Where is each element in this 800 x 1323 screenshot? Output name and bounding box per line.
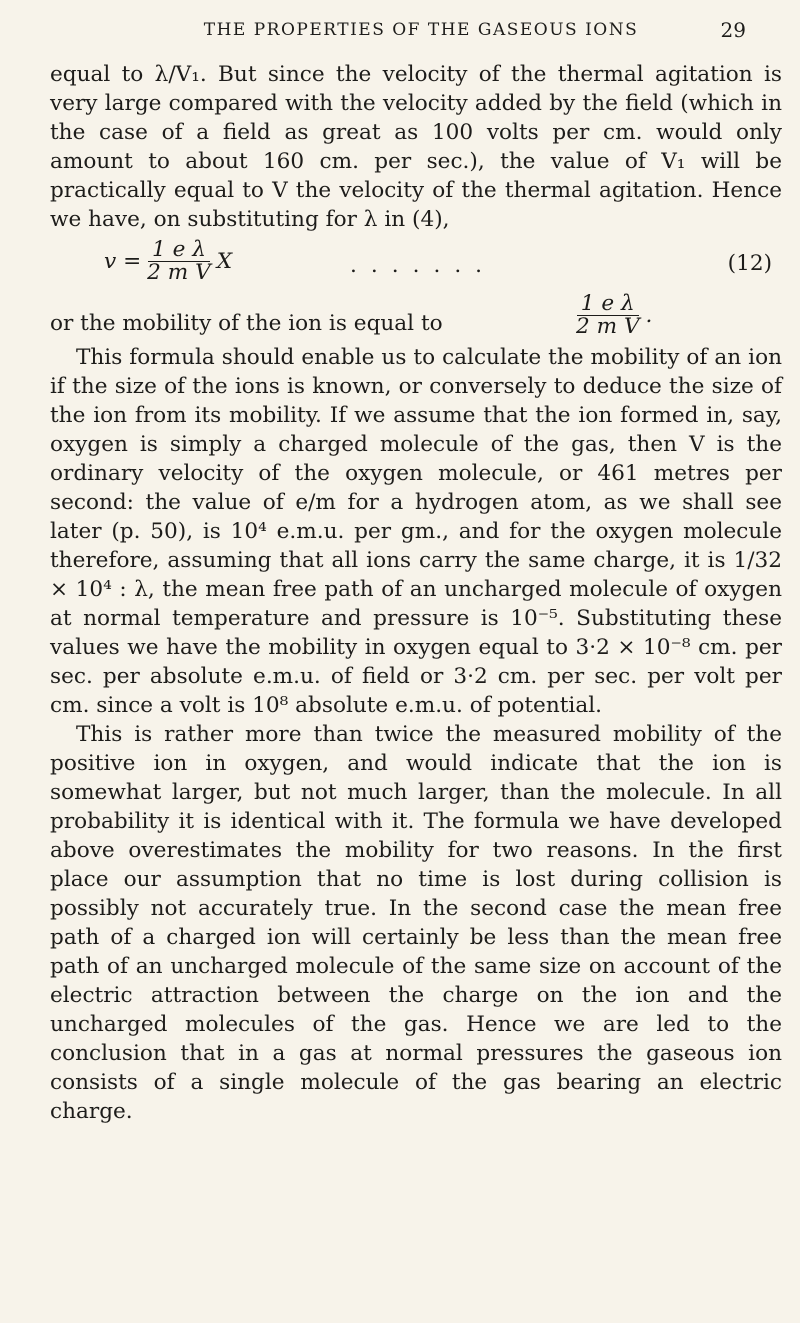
mobility-denominator: 2 m V xyxy=(576,314,640,339)
leader-dots: ....... xyxy=(350,253,497,278)
equation-lhs: v = xyxy=(104,249,142,274)
body-text xyxy=(50,60,782,1126)
paragraph-conclusion: This is rather more than twice the measured mobility of the positive ion in oxygen, and would indicate that the ion is somewhat larger, but not much larger, than the molecule. In all probability it is identical with it. The formula we have developed above overestimates the mobility for two reasons. In the first place our assumption that no time is lost during collision is possibly not accurately true. In the second case the mean free path of a charged ion will certainly be less than the mean free path of an uncharged molecule of the same size on account of the electric attraction between the charge on the ion and the uncharged molecules of the gas. Hence we are led to the conclusion that in a gas at normal pressures the gaseous ion consists of a single molecule of the gas bearing an electric charge. xyxy=(50,722,782,1124)
mobility-fraction-wrap xyxy=(570,293,652,338)
page-number: 29 xyxy=(720,18,746,42)
equation-12 xyxy=(50,235,782,291)
paragraph-continued: equal to λ/V₁. But since the velocity of the thermal agitation is very large compared with the velocity added by the field (which in the case of a field as great as 100 volts per cm. would only amount to about 160 cm. per sec.), the value of V₁ will be practically equal to V the velocity of the thermal agitation. Hence we have, on substituting for λ in (4), xyxy=(50,62,782,232)
equation-rhs: X xyxy=(216,249,233,274)
mobility-fraction xyxy=(576,293,640,338)
page-header xyxy=(96,20,746,44)
equation-denominator: 2 m V xyxy=(147,260,211,285)
equation-numerator: 1 e λ xyxy=(148,239,210,262)
equation-fraction xyxy=(147,239,211,284)
mobility-line xyxy=(50,291,782,343)
mobility-text: or the mobility of the ion is equal to xyxy=(50,311,443,336)
equation-expression xyxy=(104,239,232,284)
mobility-numerator: 1 e λ xyxy=(577,293,639,316)
mobility-end: . xyxy=(645,303,653,328)
paragraph-mobility-calc: This formula should enable us to calculate the mobility of an ion if the size of the ions is known, or conversely to deduce the size of the ion from its mobility. If we assume that the ion formed in, say, oxygen is simply a charged molecule of the gas, then V is the ordinary velocity of the oxygen molecule, or 461 metres per second: the value of e/m for a hydrogen atom, as we shall see later (p. 50), is 10⁴ e.m.u. per gm., and for the oxygen molecule therefore, assuming that all ions carry the same charge, it is 1/32 × 10⁴ : λ, the mean free path of an uncharged molecule of oxygen at normal temperature and pressure is 10⁻⁵. Substituting these values we have the mobility in oxygen equal to 3·2 × 10⁻⁸ cm. per sec. per absolute e.m.u. of field or 3·2 cm. per sec. per volt per cm. since a volt is 10⁸ absolute e.m.u. of potential. xyxy=(50,345,782,718)
equation-number: (12) xyxy=(727,251,772,276)
running-head: THE PROPERTIES OF THE GASEOUS IONS xyxy=(203,20,639,40)
